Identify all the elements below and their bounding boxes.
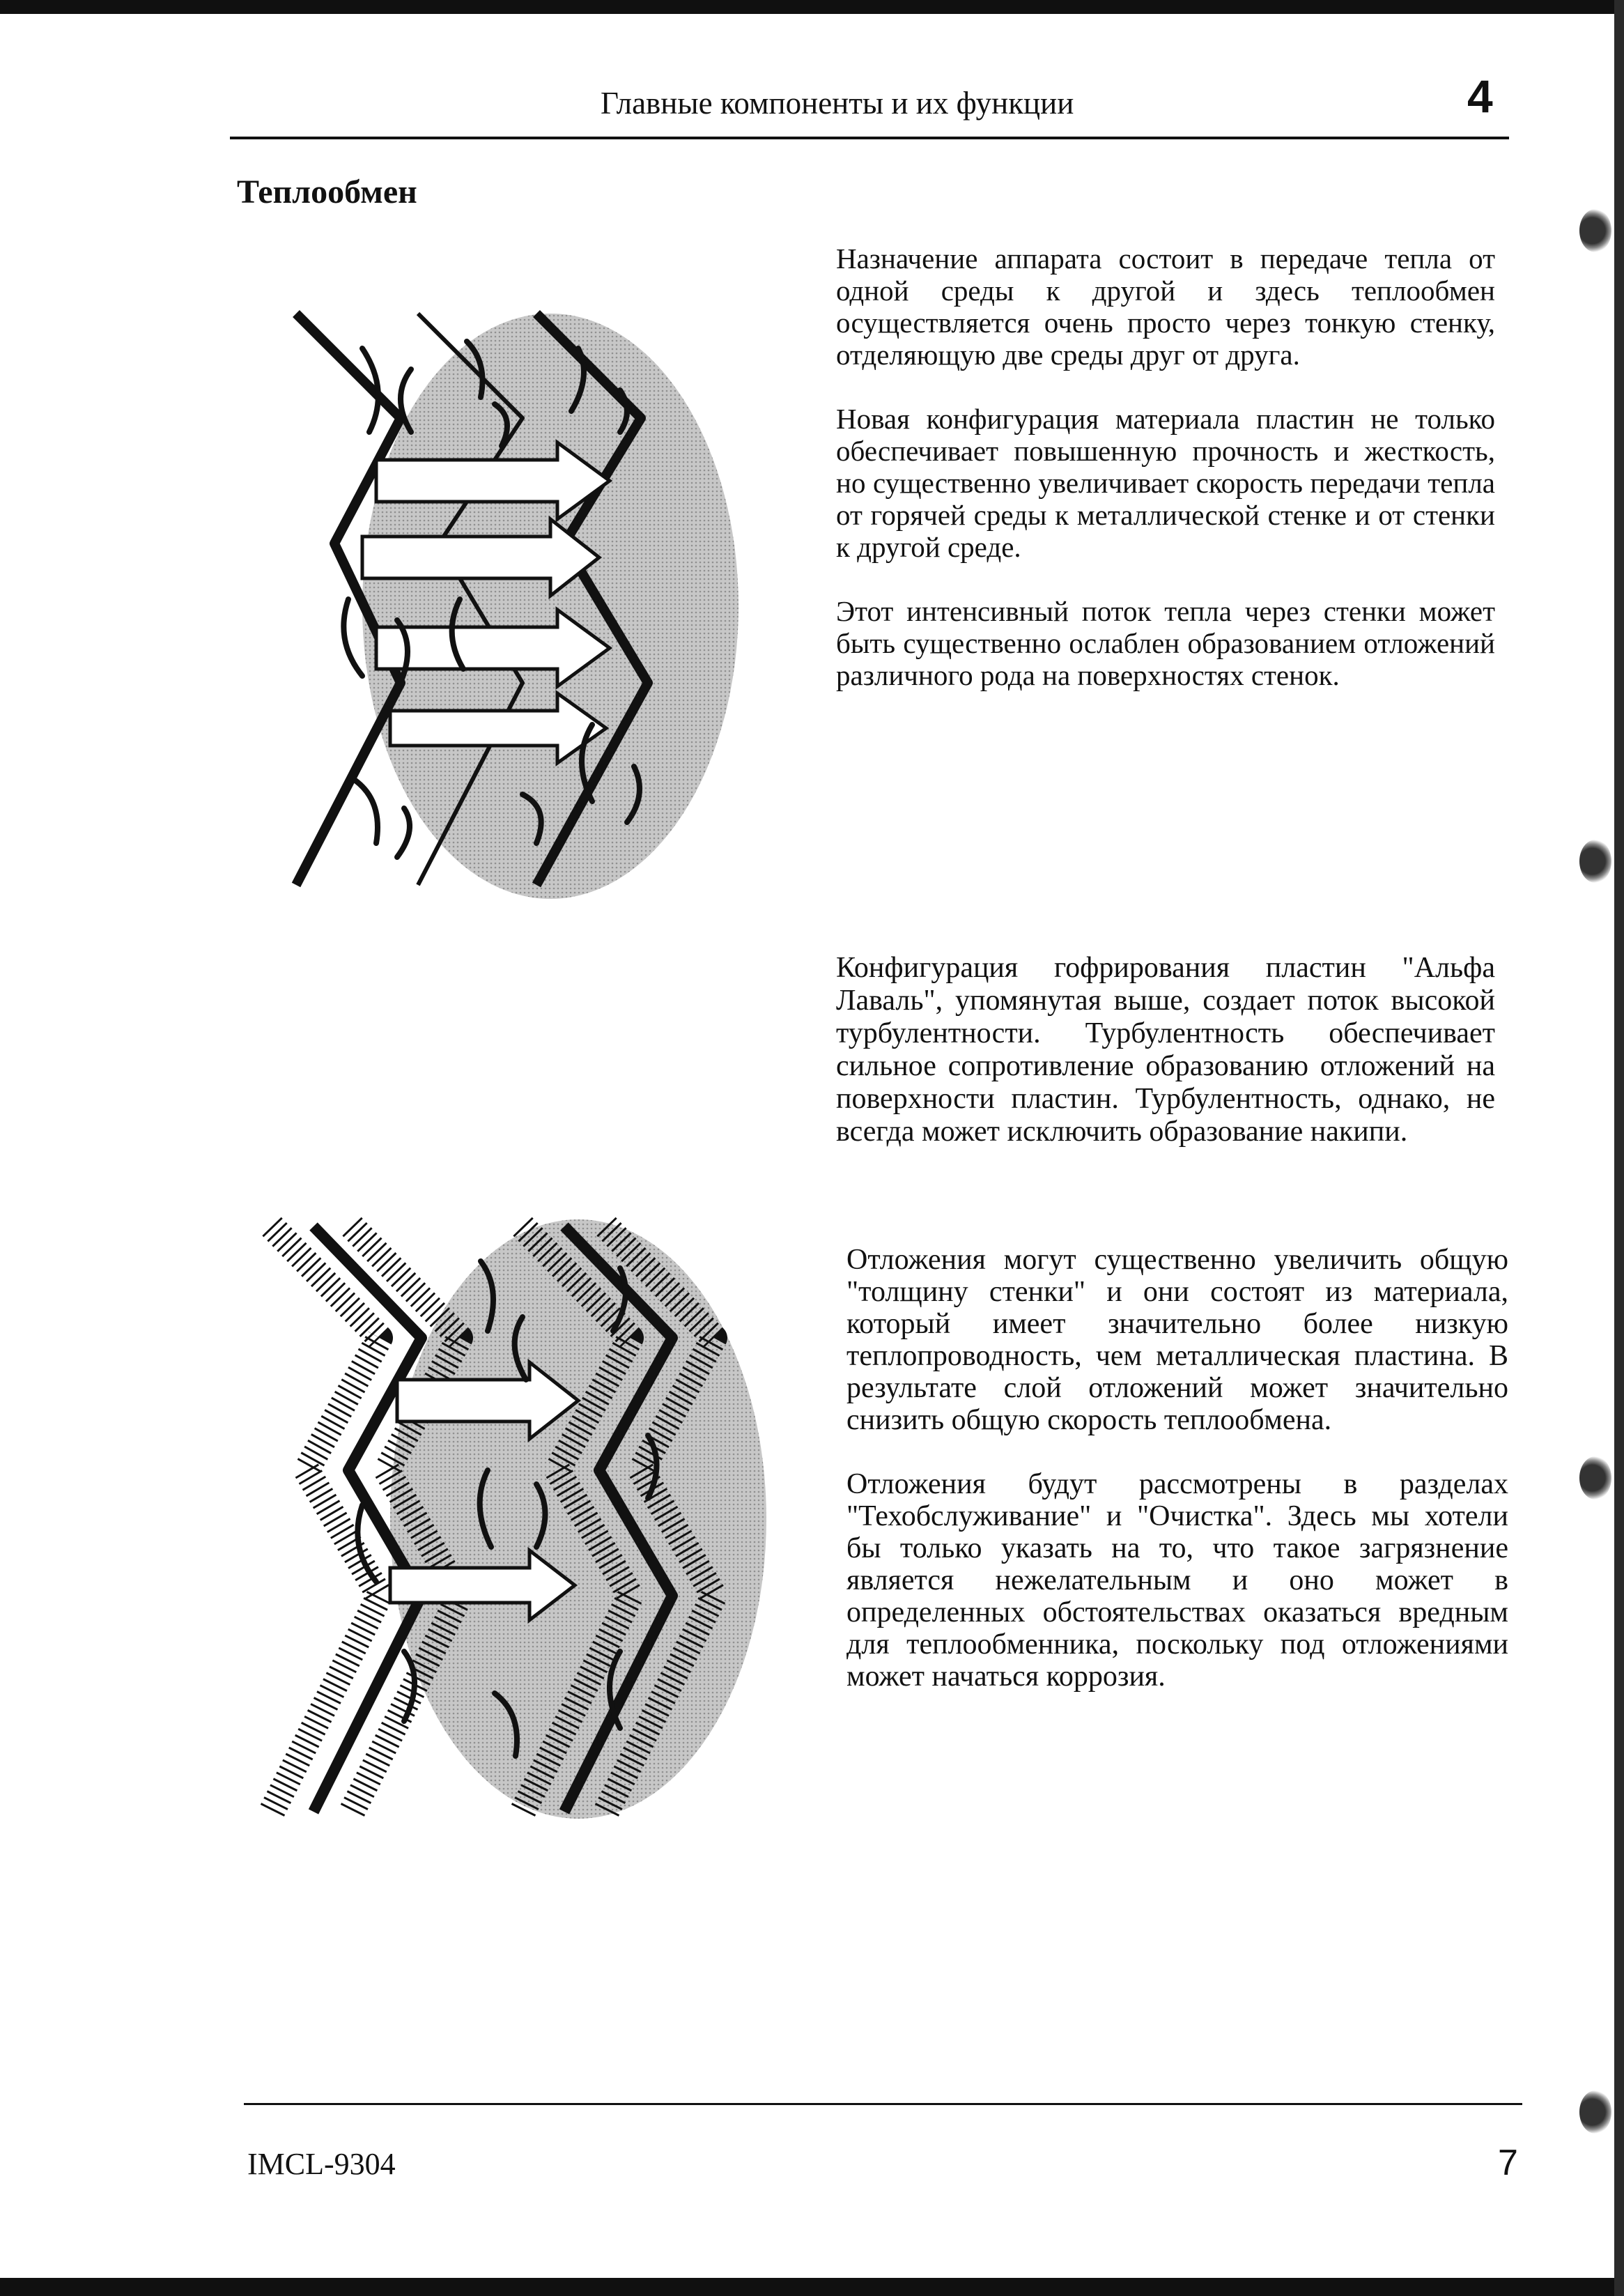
scan-bottom-edge bbox=[0, 2278, 1624, 2296]
paragraph: Отложения могут существенно увеличить общую "толщину стенки" и они состоят из материала, который имеет значительно более низкую теплопроводность, чем металлическая пластина. В результате слой отложений может значительно снизить общую скорость теплообмена. bbox=[846, 1244, 1508, 1436]
binder-hole-mark bbox=[1579, 1456, 1611, 1500]
page-number: 7 bbox=[1498, 2143, 1518, 2183]
text-column-bottom bbox=[846, 1244, 1508, 1725]
scan-right-edge bbox=[1614, 0, 1624, 2296]
header-rule bbox=[230, 137, 1509, 139]
text-column-top bbox=[836, 242, 1495, 723]
binder-hole-mark bbox=[1579, 209, 1611, 252]
scan-top-edge bbox=[0, 0, 1624, 14]
fouled-plate-heat-transfer-figure bbox=[230, 1205, 829, 1819]
hot-medium-shaded-region bbox=[362, 314, 738, 899]
paragraph: Назначение аппарата состоит в передаче тепла от одной среды к другой и здесь теплообмен осуществляется очень просто через тонкую стенку, отделяющую две среды друг от друга. bbox=[836, 242, 1495, 371]
chapter-number: 4 bbox=[1467, 70, 1493, 122]
running-header-title: Главные компоненты и их функции bbox=[601, 86, 1074, 121]
section-title: Теплообмен bbox=[237, 174, 417, 210]
clean-plate-heat-transfer-figure bbox=[230, 293, 787, 906]
paragraph: Отложения будут рассмотрены в разделах "Техобслуживание" и "Очистка". Здесь мы хотели бы только указать на то, что такое загрязнение является нежелательным и оно может в определенных обстоятельствах оказаться вредным для теплообменника, поскольку под отложениями может начаться коррозия. bbox=[846, 1468, 1508, 1693]
paragraph: Новая конфигурация материала пластин не только обеспечивает повышенную прочность и жесткость, но существенно увеличивает скорость передачи тепла от горячей среды к металлической стенке и от стенки к другой среде. bbox=[836, 403, 1495, 563]
footer-rule bbox=[244, 2103, 1522, 2105]
binder-hole-mark bbox=[1579, 2090, 1611, 2134]
text-column-middle bbox=[836, 952, 1495, 1180]
paragraph: Этот интенсивный поток тепла через стенки может быть существенно ослаблен образованием отложений различного рода на поверхностях стенок. bbox=[836, 595, 1495, 691]
paragraph: Конфигурация гофрирования пластин "Альфа Лаваль", упомянутая выше, создает поток высокой турбулентности. Турбулентность обеспечивает сильное сопротивление образованию отложений на поверхности пластин. Турбулентность, однако, не всегда может исключить образование накипи. bbox=[836, 952, 1495, 1148]
document-code: IMCL-9304 bbox=[247, 2147, 396, 2181]
binder-hole-mark bbox=[1579, 840, 1611, 883]
